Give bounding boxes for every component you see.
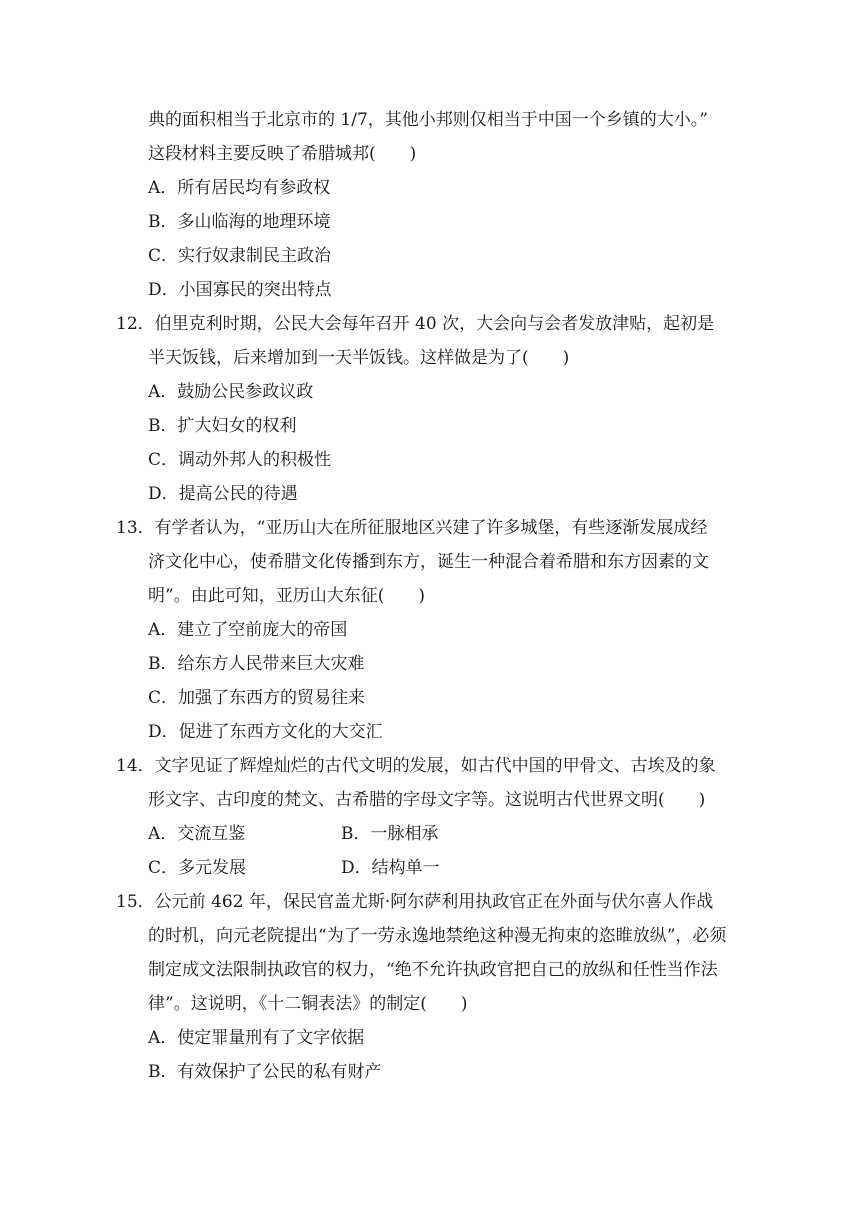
question-13-option-c: C．加强了东西方的贸易往来 — [148, 688, 366, 708]
question-14-text-line-1: 14．文字见证了辉煌灿烂的古代文明的发展，如古代中国的甲骨文、古埃及的象 — [116, 756, 716, 776]
question-15-text-line-1: 15．公元前 462 年，保民官盖尤斯·阿尔萨利用执政官正在外面与伏尔喜人作战 — [116, 892, 714, 912]
question-11-text-line-1: 典的面积相当于北京市的 1/7，其他小邦则仅相当于中国一个乡镇的大小。” — [148, 110, 708, 130]
question-15-text-line-4: 律”。这说明，《十二铜表法》的制定( ) — [148, 994, 468, 1014]
question-15-text-line-3: 制定成文法限制执政官的权力，“绝不允许执政官把自己的放纵和任性当作法 — [148, 960, 718, 980]
question-14-option-b: B．一脉相承 — [341, 824, 439, 844]
question-12-text-line-2: 半天饭钱，后来增加到一天半饭钱。这样做是为了( ) — [148, 348, 570, 368]
question-11-option-d: D．小国寡民的突出特点 — [148, 280, 332, 300]
question-14-option-d: D．结构单一 — [341, 858, 440, 878]
question-12-option-d: D．提高公民的待遇 — [148, 484, 298, 504]
question-12-option-a: A．鼓励公民参政议政 — [148, 382, 314, 402]
question-13-option-b: B．给东方人民带来巨大灾难 — [148, 654, 365, 674]
question-14-option-a: A．交流互鉴 — [148, 824, 246, 844]
question-11-option-b: B．多山临海的地理环境 — [148, 212, 331, 232]
question-11-option-c: C．实行奴隶制民主政治 — [148, 246, 332, 266]
question-13-option-a: A．建立了空前庞大的帝国 — [148, 620, 348, 640]
question-14-text-line-2: 形文字、古印度的梵文、古希腊的字母文字等。这说明古代世界文明( ) — [148, 790, 706, 810]
question-12-option-b: B．扩大妇女的权利 — [148, 416, 297, 436]
question-13-text-line-2: 济文化中心，使希腊文化传播到东方，诞生一种混合着希腊和东方因素的文 — [148, 552, 709, 572]
question-13-text-line-3: 明”。由此可知，亚历山大东征( ) — [148, 586, 425, 606]
question-12-text-line-1: 12．伯里克利时期，公民大会每年召开 40 次，大会向与会者发放津贴，起初是 — [116, 314, 715, 334]
question-15-option-a: A．使定罪量刑有了文字依据 — [148, 1028, 365, 1048]
question-13-text-line-1: 13．有学者认为，“亚历山大在所征服地区兴建了许多城堡，有些逐渐发展成经 — [116, 518, 708, 538]
question-13-option-d: D．促进了东西方文化的大交汇 — [148, 722, 383, 742]
question-15-option-b: B．有效保护了公民的私有财产 — [148, 1062, 382, 1082]
question-11-text-line-2: 这段材料主要反映了希腊城邦( ) — [148, 144, 417, 164]
question-15-text-line-2: 的时机，向元老院提出“为了一劳永逸地禁绝这种漫无拘束的恣睢放纵”，必须 — [148, 926, 727, 946]
question-14-option-c: C．多元发展 — [148, 858, 247, 878]
question-12-option-c: C．调动外邦人的积极性 — [148, 450, 332, 470]
question-11-option-a: A．所有居民均有参政权 — [148, 178, 331, 198]
